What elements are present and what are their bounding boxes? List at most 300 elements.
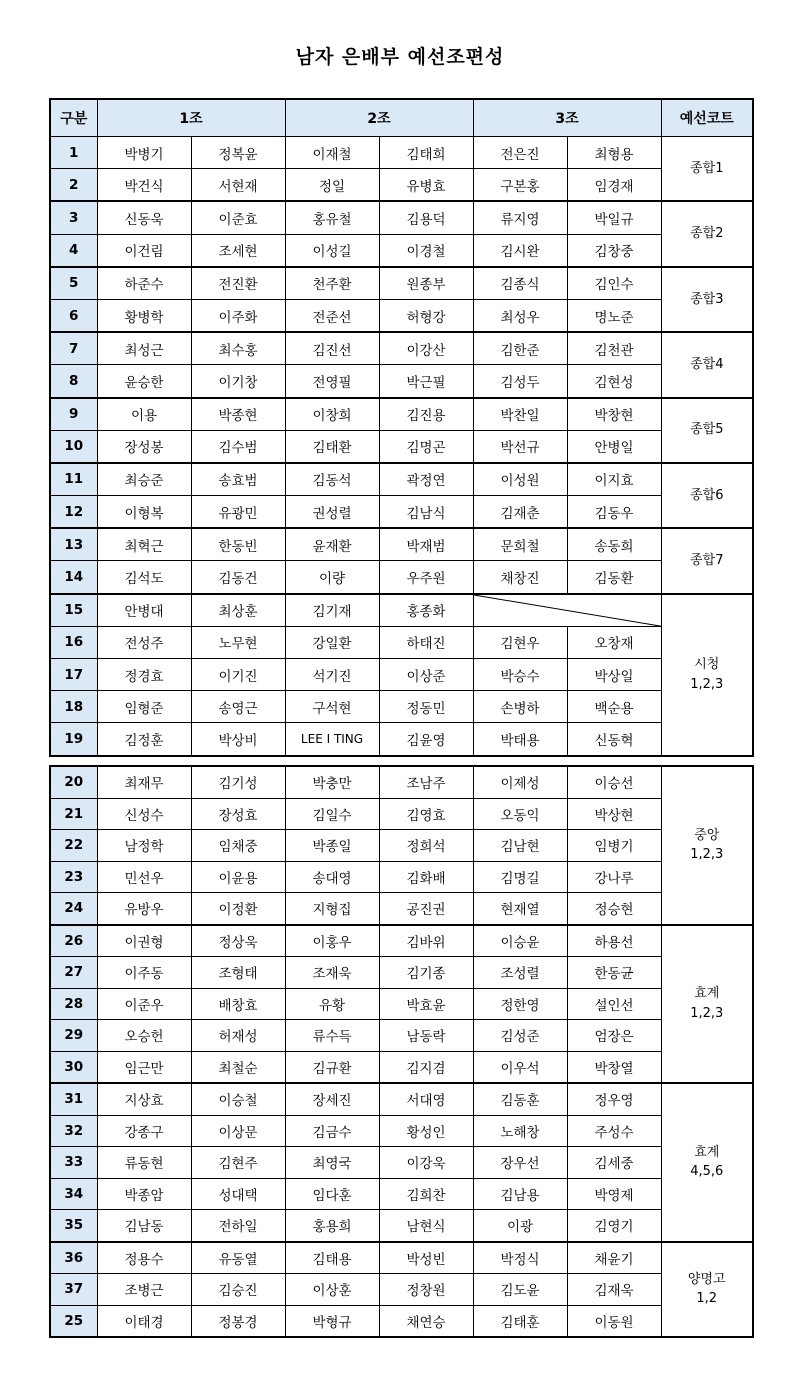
court-numbers: 1,2,3 bbox=[690, 1005, 724, 1021]
row-number: 12 bbox=[50, 496, 97, 529]
player-name: 김성준 bbox=[473, 1020, 567, 1052]
player-name: 박선규 bbox=[473, 430, 567, 463]
player-name: 홍유철 bbox=[285, 201, 379, 234]
player-name: 박찬일 bbox=[473, 398, 567, 431]
player-name: 정희석 bbox=[379, 830, 473, 862]
player-name: 유방우 bbox=[97, 893, 191, 925]
player-name: 공진권 bbox=[379, 893, 473, 925]
player-name: 명노준 bbox=[567, 299, 661, 332]
player-name: 박재범 bbox=[379, 528, 473, 561]
player-name: 정우영 bbox=[567, 1083, 661, 1115]
table-row bbox=[50, 1274, 753, 1306]
player-name: 오동익 bbox=[473, 798, 567, 830]
table-row bbox=[50, 893, 753, 925]
player-name: 백순용 bbox=[567, 691, 661, 723]
court-name: 종합4 bbox=[690, 357, 724, 373]
court-cell bbox=[661, 201, 753, 266]
player-name: 김한준 bbox=[473, 332, 567, 365]
player-name: 서현재 bbox=[191, 169, 285, 202]
court-name: 효계 bbox=[694, 1144, 720, 1160]
table-row bbox=[50, 430, 753, 463]
player-name: 송효범 bbox=[191, 463, 285, 496]
player-name: 박일규 bbox=[567, 201, 661, 234]
table-row bbox=[50, 1083, 753, 1115]
player-name: 이성길 bbox=[285, 234, 379, 267]
row-number: 7 bbox=[50, 332, 97, 365]
player-name: 김바위 bbox=[379, 925, 473, 957]
table-row bbox=[50, 528, 753, 561]
player-name: 최성우 bbox=[473, 299, 567, 332]
table-row bbox=[50, 861, 753, 893]
row-number: 11 bbox=[50, 463, 97, 496]
court-name: 양명고 bbox=[687, 1271, 726, 1287]
player-name: 김남현 bbox=[473, 830, 567, 862]
player-name: 박형규 bbox=[285, 1305, 379, 1337]
player-name: 김동훈 bbox=[473, 1083, 567, 1115]
player-name: 이준우 bbox=[97, 988, 191, 1020]
player-name: 김윤영 bbox=[379, 723, 473, 756]
player-name: 강종구 bbox=[97, 1115, 191, 1147]
table-row bbox=[50, 561, 753, 594]
player-name: 정승현 bbox=[567, 893, 661, 925]
player-name: 박건식 bbox=[97, 169, 191, 202]
player-name: 박상비 bbox=[191, 723, 285, 756]
player-name: 김기성 bbox=[191, 766, 285, 798]
player-name: 최혁근 bbox=[97, 528, 191, 561]
player-name: 이주동 bbox=[97, 957, 191, 989]
row-number: 21 bbox=[50, 798, 97, 830]
player-name: 이승윤 bbox=[473, 925, 567, 957]
player-name: 정창원 bbox=[379, 1274, 473, 1306]
court-name: 종합5 bbox=[690, 422, 724, 438]
player-name: 김재춘 bbox=[473, 496, 567, 529]
player-name: 신동욱 bbox=[97, 201, 191, 234]
player-name: 오승헌 bbox=[97, 1020, 191, 1052]
player-name: 주성수 bbox=[567, 1115, 661, 1147]
player-name: 문희철 bbox=[473, 528, 567, 561]
table-row bbox=[50, 1242, 753, 1274]
player-name: 지형집 bbox=[285, 893, 379, 925]
player-name: 이광 bbox=[473, 1210, 567, 1242]
player-name: 김희찬 bbox=[379, 1178, 473, 1210]
player-name: 김진용 bbox=[379, 398, 473, 431]
player-name: 김명길 bbox=[473, 861, 567, 893]
player-name: 이상문 bbox=[191, 1115, 285, 1147]
player-name: 유병효 bbox=[379, 169, 473, 202]
row-number: 36 bbox=[50, 1242, 97, 1274]
player-name: 박태용 bbox=[473, 723, 567, 756]
player-name: 최승준 bbox=[97, 463, 191, 496]
row-number: 30 bbox=[50, 1051, 97, 1083]
player-name: 하태진 bbox=[379, 626, 473, 658]
player-name: 김영기 bbox=[567, 1210, 661, 1242]
player-name: 박상일 bbox=[567, 659, 661, 691]
player-name: 전성주 bbox=[97, 626, 191, 658]
player-name: 정봉경 bbox=[191, 1305, 285, 1337]
player-name: 최철순 bbox=[191, 1051, 285, 1083]
player-name: 박상현 bbox=[567, 798, 661, 830]
player-name: 김도윤 bbox=[473, 1274, 567, 1306]
player-name: 최성근 bbox=[97, 332, 191, 365]
court-numbers: 1,2,3 bbox=[690, 676, 724, 692]
player-name: 하준수 bbox=[97, 267, 191, 300]
court-cell bbox=[661, 332, 753, 397]
row-number: 14 bbox=[50, 561, 97, 594]
court-name: 종합1 bbox=[690, 160, 724, 176]
player-name: 김창중 bbox=[567, 234, 661, 267]
row-number: 35 bbox=[50, 1210, 97, 1242]
row-number: 17 bbox=[50, 659, 97, 691]
player-name: 최수홍 bbox=[191, 332, 285, 365]
table-row bbox=[50, 723, 753, 756]
table-row bbox=[50, 267, 753, 300]
row-number: 25 bbox=[50, 1305, 97, 1337]
player-name: 남정학 bbox=[97, 830, 191, 862]
player-name: 우주원 bbox=[379, 561, 473, 594]
player-name: 홍용희 bbox=[285, 1210, 379, 1242]
player-name: 조형태 bbox=[191, 957, 285, 989]
player-name: 박승수 bbox=[473, 659, 567, 691]
court-name: 종합3 bbox=[690, 291, 724, 307]
court-name: 종합7 bbox=[690, 553, 724, 569]
player-name: 한동빈 bbox=[191, 528, 285, 561]
player-name: 이승철 bbox=[191, 1083, 285, 1115]
player-name: 김남동 bbox=[97, 1210, 191, 1242]
court-cell bbox=[661, 1242, 753, 1338]
player-name: 김일수 bbox=[285, 798, 379, 830]
player-name: 서대영 bbox=[379, 1083, 473, 1115]
player-name: 유광민 bbox=[191, 496, 285, 529]
player-name: 조세현 bbox=[191, 234, 285, 267]
player-name: 임근만 bbox=[97, 1051, 191, 1083]
player-name: 최영국 bbox=[285, 1147, 379, 1179]
player-name: 박종현 bbox=[191, 398, 285, 431]
court-numbers: 4,5,6 bbox=[690, 1164, 724, 1180]
player-name: 임형준 bbox=[97, 691, 191, 723]
player-name: 송동희 bbox=[567, 528, 661, 561]
player-name: 김태환 bbox=[285, 430, 379, 463]
player-name: 전은진 bbox=[473, 137, 567, 169]
player-name: 구본홍 bbox=[473, 169, 567, 202]
table-row bbox=[50, 398, 753, 431]
player-name: 김석도 bbox=[97, 561, 191, 594]
player-name: 황성인 bbox=[379, 1115, 473, 1147]
table-row bbox=[50, 201, 753, 234]
player-name: 김재욱 bbox=[567, 1274, 661, 1306]
header-group-1: 1조 bbox=[97, 99, 285, 137]
player-name: 이강산 bbox=[379, 332, 473, 365]
court-cell bbox=[661, 267, 753, 332]
player-name: 김진선 bbox=[285, 332, 379, 365]
player-name: 이성원 bbox=[473, 463, 567, 496]
table-row bbox=[50, 137, 753, 169]
player-name: 장우선 bbox=[473, 1147, 567, 1179]
empty-slot-diagonal bbox=[473, 594, 661, 627]
player-name: 김천관 bbox=[567, 332, 661, 365]
player-name: 허형강 bbox=[379, 299, 473, 332]
player-name: 안병일 bbox=[567, 430, 661, 463]
player-name: 김화배 bbox=[379, 861, 473, 893]
player-name: 김동우 bbox=[567, 496, 661, 529]
player-name: 천주환 bbox=[285, 267, 379, 300]
row-number: 18 bbox=[50, 691, 97, 723]
court-name: 종합2 bbox=[690, 226, 724, 242]
player-name: 조재욱 bbox=[285, 957, 379, 989]
row-number: 1 bbox=[50, 137, 97, 169]
table-row bbox=[50, 988, 753, 1020]
player-name: 이재철 bbox=[285, 137, 379, 169]
table-row bbox=[50, 798, 753, 830]
player-name: 최재무 bbox=[97, 766, 191, 798]
table-row bbox=[50, 234, 753, 267]
player-name: 전하일 bbox=[191, 1210, 285, 1242]
player-name: 원종부 bbox=[379, 267, 473, 300]
player-name: 전준선 bbox=[285, 299, 379, 332]
table-row bbox=[50, 332, 753, 365]
player-name: 김영효 bbox=[379, 798, 473, 830]
table-row bbox=[50, 463, 753, 496]
court-cell bbox=[661, 528, 753, 593]
table-row bbox=[50, 1305, 753, 1337]
player-name: 정한영 bbox=[473, 988, 567, 1020]
row-number: 16 bbox=[50, 626, 97, 658]
player-name: 전영필 bbox=[285, 365, 379, 398]
player-name: 권성렬 bbox=[285, 496, 379, 529]
player-name: 이상준 bbox=[379, 659, 473, 691]
player-name: 박효윤 bbox=[379, 988, 473, 1020]
player-name: 박종일 bbox=[285, 830, 379, 862]
player-name: 임채중 bbox=[191, 830, 285, 862]
court-cell bbox=[661, 1083, 753, 1242]
player-name: 박성빈 bbox=[379, 1242, 473, 1274]
table-row bbox=[50, 1210, 753, 1242]
row-number: 9 bbox=[50, 398, 97, 431]
player-name: 최상훈 bbox=[191, 594, 285, 627]
group-table-bottom bbox=[49, 765, 754, 1338]
player-name: 박창열 bbox=[567, 1051, 661, 1083]
court-cell bbox=[661, 463, 753, 528]
player-name: 정상욱 bbox=[191, 925, 285, 957]
table-row bbox=[50, 299, 753, 332]
row-number: 26 bbox=[50, 925, 97, 957]
player-name: 김태용 bbox=[285, 1242, 379, 1274]
row-number: 15 bbox=[50, 594, 97, 627]
player-name: 조병근 bbox=[97, 1274, 191, 1306]
row-number: 10 bbox=[50, 430, 97, 463]
player-name: 민선우 bbox=[97, 861, 191, 893]
player-name: 석기진 bbox=[285, 659, 379, 691]
player-name: 홍종화 bbox=[379, 594, 473, 627]
group-table-top bbox=[49, 98, 754, 757]
header-court: 예선코트 bbox=[661, 99, 753, 137]
player-name: 김동환 bbox=[567, 561, 661, 594]
player-name: 장성효 bbox=[191, 798, 285, 830]
player-name: 김시완 bbox=[473, 234, 567, 267]
player-name: 박영제 bbox=[567, 1178, 661, 1210]
table-row bbox=[50, 957, 753, 989]
row-number: 37 bbox=[50, 1274, 97, 1306]
player-name: 박창현 bbox=[567, 398, 661, 431]
player-name: 지상효 bbox=[97, 1083, 191, 1115]
court-name: 효계 bbox=[694, 986, 720, 1002]
player-name: 박종암 bbox=[97, 1178, 191, 1210]
player-name: 김남식 bbox=[379, 496, 473, 529]
player-name: 임다훈 bbox=[285, 1178, 379, 1210]
table-row bbox=[50, 1020, 753, 1052]
player-name: 김성두 bbox=[473, 365, 567, 398]
player-name: 배창효 bbox=[191, 988, 285, 1020]
player-name: 신동혁 bbox=[567, 723, 661, 756]
player-name: 설인선 bbox=[567, 988, 661, 1020]
row-number: 3 bbox=[50, 201, 97, 234]
court-cell bbox=[661, 398, 753, 463]
row-number: 6 bbox=[50, 299, 97, 332]
player-name: 채윤기 bbox=[567, 1242, 661, 1274]
player-name: 노해창 bbox=[473, 1115, 567, 1147]
row-number: 13 bbox=[50, 528, 97, 561]
row-number: 23 bbox=[50, 861, 97, 893]
player-name: 김태훈 bbox=[473, 1305, 567, 1337]
player-name: 김용덕 bbox=[379, 201, 473, 234]
player-name: 김인수 bbox=[567, 267, 661, 300]
player-name: 강나루 bbox=[567, 861, 661, 893]
table-row bbox=[50, 1115, 753, 1147]
player-name: 손병하 bbox=[473, 691, 567, 723]
player-name: 이윤용 bbox=[191, 861, 285, 893]
player-name: 이경철 bbox=[379, 234, 473, 267]
player-name: 허재성 bbox=[191, 1020, 285, 1052]
player-name: 정일 bbox=[285, 169, 379, 202]
player-name: 박정식 bbox=[473, 1242, 567, 1274]
player-name: 강일환 bbox=[285, 626, 379, 658]
player-name: 장세진 bbox=[285, 1083, 379, 1115]
table-row bbox=[50, 365, 753, 398]
player-name: 박근필 bbox=[379, 365, 473, 398]
player-name: 하용선 bbox=[567, 925, 661, 957]
player-name: 이기진 bbox=[191, 659, 285, 691]
table-row bbox=[50, 659, 753, 691]
player-name: 장성봉 bbox=[97, 430, 191, 463]
player-name: 김남용 bbox=[473, 1178, 567, 1210]
row-number: 32 bbox=[50, 1115, 97, 1147]
player-name: 최형용 bbox=[567, 137, 661, 169]
player-name: 이상훈 bbox=[285, 1274, 379, 1306]
table-row bbox=[50, 925, 753, 957]
player-name: 정동민 bbox=[379, 691, 473, 723]
player-name: 송대영 bbox=[285, 861, 379, 893]
player-name: 이우석 bbox=[473, 1051, 567, 1083]
player-name: 윤승한 bbox=[97, 365, 191, 398]
player-name: 한동균 bbox=[567, 957, 661, 989]
table-row bbox=[50, 594, 753, 627]
player-name: 김동건 bbox=[191, 561, 285, 594]
player-name: 이홍우 bbox=[285, 925, 379, 957]
table-row bbox=[50, 1051, 753, 1083]
player-name: 유동열 bbox=[191, 1242, 285, 1274]
player-name: 이건림 bbox=[97, 234, 191, 267]
player-name: 이기창 bbox=[191, 365, 285, 398]
player-name: 김지겸 bbox=[379, 1051, 473, 1083]
player-name: 황병학 bbox=[97, 299, 191, 332]
player-name: 전진환 bbox=[191, 267, 285, 300]
player-name: 성대택 bbox=[191, 1178, 285, 1210]
player-name: 김수범 bbox=[191, 430, 285, 463]
player-name: 김현우 bbox=[473, 626, 567, 658]
table-row bbox=[50, 691, 753, 723]
player-name: 김세중 bbox=[567, 1147, 661, 1179]
player-name: 유황 bbox=[285, 988, 379, 1020]
player-name: 김기재 bbox=[285, 594, 379, 627]
row-number: 24 bbox=[50, 893, 97, 925]
court-cell bbox=[661, 766, 753, 925]
player-name: 이강욱 bbox=[379, 1147, 473, 1179]
row-number: 27 bbox=[50, 957, 97, 989]
player-name: 김현주 bbox=[191, 1147, 285, 1179]
player-name: 박병기 bbox=[97, 137, 191, 169]
row-number: 19 bbox=[50, 723, 97, 756]
court-cell bbox=[661, 594, 753, 756]
player-name: 채창진 bbox=[473, 561, 567, 594]
player-name: 김금수 bbox=[285, 1115, 379, 1147]
row-number: 33 bbox=[50, 1147, 97, 1179]
player-name: 이권형 bbox=[97, 925, 191, 957]
player-name: LEE I TING bbox=[285, 723, 379, 756]
player-name: 정복윤 bbox=[191, 137, 285, 169]
player-name: 김정훈 bbox=[97, 723, 191, 756]
court-numbers: 1,2,3 bbox=[690, 847, 724, 863]
player-name: 신성수 bbox=[97, 798, 191, 830]
row-number: 31 bbox=[50, 1083, 97, 1115]
player-name: 조성렬 bbox=[473, 957, 567, 989]
row-number: 34 bbox=[50, 1178, 97, 1210]
table-row bbox=[50, 830, 753, 862]
player-name: 이형복 bbox=[97, 496, 191, 529]
table-row bbox=[50, 1178, 753, 1210]
player-name: 김동석 bbox=[285, 463, 379, 496]
player-name: 이창희 bbox=[285, 398, 379, 431]
player-name: 구석현 bbox=[285, 691, 379, 723]
player-name: 이태경 bbox=[97, 1305, 191, 1337]
player-name: 이용 bbox=[97, 398, 191, 431]
player-name: 김승진 bbox=[191, 1274, 285, 1306]
header-group-2: 2조 bbox=[285, 99, 473, 137]
player-name: 정경효 bbox=[97, 659, 191, 691]
player-name: 임병기 bbox=[567, 830, 661, 862]
table-row bbox=[50, 169, 753, 202]
player-name: 김기종 bbox=[379, 957, 473, 989]
player-name: 류동현 bbox=[97, 1147, 191, 1179]
page-title: 남자 은배부 예선조편성 bbox=[295, 46, 505, 68]
court-name: 종합6 bbox=[690, 487, 724, 503]
player-name: 노무현 bbox=[191, 626, 285, 658]
player-name: 류수득 bbox=[285, 1020, 379, 1052]
player-name: 이정환 bbox=[191, 893, 285, 925]
player-name: 채연승 bbox=[379, 1305, 473, 1337]
player-name: 엄장은 bbox=[567, 1020, 661, 1052]
player-name: 조남주 bbox=[379, 766, 473, 798]
player-name: 이승선 bbox=[567, 766, 661, 798]
player-name: 이제성 bbox=[473, 766, 567, 798]
court-name: 중앙 bbox=[694, 827, 720, 843]
player-name: 정용수 bbox=[97, 1242, 191, 1274]
player-name: 김태희 bbox=[379, 137, 473, 169]
row-number: 28 bbox=[50, 988, 97, 1020]
player-name: 남동락 bbox=[379, 1020, 473, 1052]
player-name: 이량 bbox=[285, 561, 379, 594]
player-name: 오창재 bbox=[567, 626, 661, 658]
player-name: 송영근 bbox=[191, 691, 285, 723]
player-name: 이준효 bbox=[191, 201, 285, 234]
